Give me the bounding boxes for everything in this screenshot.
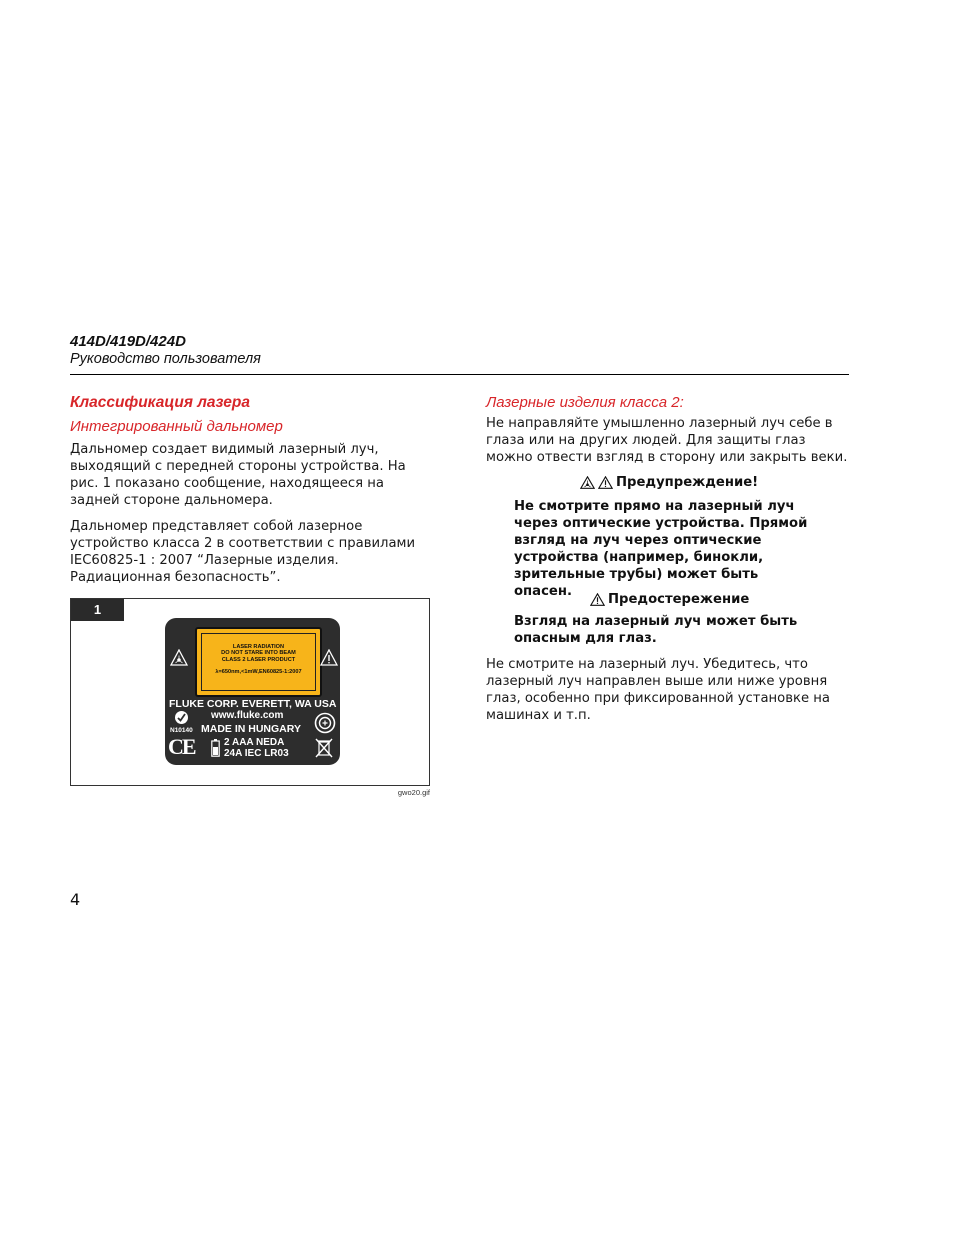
c-tick-icon	[174, 710, 189, 725]
document-model-title: 414D/419D/424D	[70, 333, 186, 350]
battery-line-2: 24A IEC LR03	[224, 748, 289, 759]
laser-warning-icon	[580, 476, 595, 489]
battery-line-1: 2 AAA NEDA	[224, 737, 285, 748]
laser-label-line-2: DO NOT STARE INTO BEAM	[221, 650, 296, 657]
laser-spec: λ=650nm,<1mW,EN60825-1:2007	[215, 668, 302, 675]
laser-label-line-1: LASER RADIATION	[232, 644, 285, 650]
figure-number: 1	[71, 599, 124, 621]
caution-triangle-icon	[590, 593, 605, 606]
caution-triangle-icon	[320, 649, 338, 666]
paragraph-class2-intro: Не направляйте умышленно лазерный луч себе в глаза или на других людей. Для защиты глаз можно отвести взгляд в сторону или закрыть веки.	[486, 416, 848, 465]
section-title: Классификация лазера	[70, 394, 250, 411]
page-number: 4	[70, 890, 81, 909]
caution-title: Предостережение	[608, 592, 750, 607]
subsection-title-class2: Лазерные изделия класса 2:	[486, 394, 684, 411]
manufacturer-text: FLUKE CORP. EVERETT, WA USA	[169, 698, 337, 710]
origin-text: MADE IN HUNGARY	[201, 723, 301, 735]
document-subtitle: Руководство пользователя	[70, 351, 261, 367]
figure-caption: gwo20.gif	[397, 788, 430, 797]
weee-bin-icon	[314, 737, 334, 759]
header-divider	[70, 374, 849, 375]
laser-warning-sticker	[195, 627, 322, 697]
battery-icon	[211, 739, 220, 757]
paragraph-laser-class: Дальномер представляет собой лазерное устройство класса 2 в соответствии с правилами IEC60825-1 : 2007 “Лазерные изделия. Радиационная безопасность”.	[70, 519, 416, 585]
caution-text: Взгляд на лазерный луч может быть опасным для глаз.	[514, 614, 798, 646]
laser-label-line-3: CLASS 2 LASER PRODUCT	[221, 656, 296, 663]
laser-hazard-icon	[170, 649, 188, 666]
certification-code: N10140	[170, 727, 193, 734]
ce-mark: CE	[168, 734, 195, 759]
caution-heading	[590, 592, 749, 607]
warning-title: Предупреждение!	[616, 475, 759, 490]
paragraph-rangefinder-intro: Дальномер создает видимый лазерный луч, выходящий с передней стороны устройства. На рис. 1 показано сообщение, находящееся на задней стороне дальномера.	[70, 442, 406, 508]
emblem-icon	[314, 712, 336, 734]
warning-text: Не смотрите прямо на лазерный луч через оптические устройства. Прямой взгляд на луч через оптические устройства (например, бинокли, зрительные трубы) может быть опасен.	[514, 499, 808, 599]
paragraph-class2-guidance: Не смотрите на лазерный луч. Убедитесь, что лазерный луч направлен выше или ниже уровня глаз, особенно при фиксированной установке на машинах и т.п.	[486, 657, 830, 723]
subsection-title-integrated-rangefinder: Интегрированный дальномер	[70, 418, 283, 435]
warning-heading	[580, 475, 758, 490]
warning-triangle-icon	[598, 476, 613, 489]
website-text: www.fluke.com	[211, 710, 284, 721]
